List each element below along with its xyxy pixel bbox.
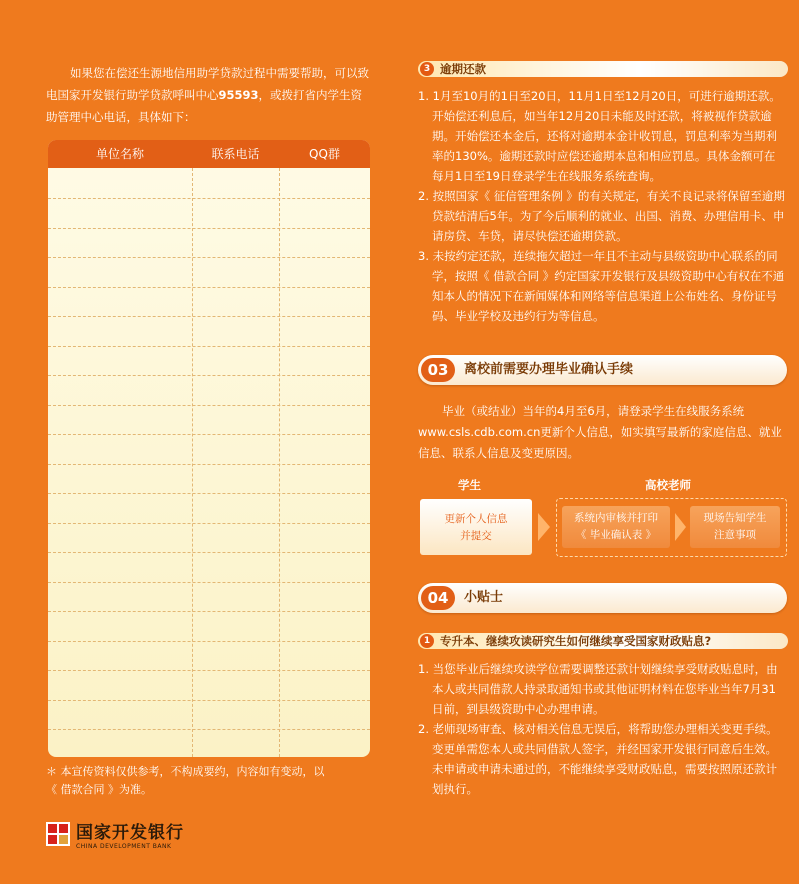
- section-03-bar: [418, 355, 787, 385]
- table-row-divider: [48, 611, 370, 612]
- step3-line2: 注意事项: [714, 529, 756, 541]
- table-row-divider: [48, 552, 370, 553]
- section-04-title: 小贴士: [464, 590, 504, 605]
- flow-student-label: 学生: [458, 478, 481, 492]
- overdue-list: [418, 86, 786, 326]
- overdue-subheading: [418, 61, 788, 77]
- table-row-divider: [48, 405, 370, 406]
- disclaimer-note: [46, 763, 370, 799]
- table-row-divider: [48, 375, 370, 376]
- overdue-item-3: 3. 未按约定还款，连续拖欠超过一年且不主动与县级资助中心联系的同学，按照《 借款合同 》约定国家开发银行及县级资助中心有权在不通知本人的情况下在新闻媒体和网络等信息渠道上公布姓名、身份证号码、毕业学校及违约行为等信息。: [418, 249, 785, 323]
- overdue-item-1: 1. 1月至10月的1日至20日，11月1日至12月20日，可进行逾期还款。开始偿还利息后，如当年12月20日未能及时还款，将被视作贷款逾期。开始偿还本金后，还将对逾期本金计收罚息，罚息利率为当期利率的130%。逾期还款时应偿还逾期本息和相应罚息。具体金额可在每月1日至19日登录学生在线服务系统查询。: [418, 89, 781, 183]
- section-03-badge: 03: [421, 358, 455, 382]
- header-phone: 联系电话: [211, 147, 260, 161]
- section-04-bar: [418, 583, 787, 613]
- step2-line1: 系统内审核并打印: [574, 512, 658, 524]
- section-04-badge: 04: [421, 586, 455, 610]
- table-row-divider: [48, 700, 370, 701]
- table-row-divider: [48, 434, 370, 435]
- flow-step-update-info: [420, 499, 532, 555]
- tip-title: 专升本、继续攻读研究生如何继续享受国家财政贴息?: [440, 634, 712, 648]
- tip-list: [418, 659, 786, 799]
- table-row-divider: [48, 316, 370, 317]
- table-row-divider: [48, 493, 370, 494]
- header-qq-group: QQ群: [309, 147, 340, 161]
- cdb-logo-icon: [46, 822, 70, 846]
- table-row-divider: [48, 729, 370, 730]
- table-row-divider: [48, 582, 370, 583]
- table-row-divider: [48, 464, 370, 465]
- step3-line1: 现场告知学生: [703, 512, 767, 524]
- table-header-row: [48, 140, 370, 168]
- overdue-title: 逾期还款: [440, 62, 486, 76]
- table-row-divider: [48, 346, 370, 347]
- overdue-number-badge: 3: [420, 62, 434, 76]
- flow-arrow-icon: [675, 513, 686, 541]
- flow-teacher-label: 高校老师: [645, 478, 691, 492]
- note-line-1: ＊ 本宣传资料仅供参考，不构成要约，内容如有变动，以: [46, 765, 325, 778]
- step1-line2: 并提交: [460, 530, 492, 542]
- table-row-divider: [48, 228, 370, 229]
- hotline-number: 95593: [218, 88, 259, 102]
- flow-step-notify-student: [690, 506, 780, 548]
- flow-arrow-icon: [538, 513, 550, 541]
- graduation-paragraph: 毕业（或结业）当年的4月至6月，请登录学生在线服务系统www.csls.cdb.com.cn更新个人信息，如实填写最新的家庭信息、就业信息、联系人信息及变更原因。: [418, 404, 782, 460]
- tip-number-badge: 1: [420, 634, 434, 648]
- contact-table: [48, 140, 370, 757]
- header-unit-name: 单位名称: [95, 147, 144, 161]
- overdue-item-2: 2. 按照国家《 征信管理条例 》的有关规定，有关不良记录将保留至逾期贷款结清后5年。为了今后顺利的就业、出国、消费、办理信用卡、申请房贷、车贷，请尽快偿还逾期贷款。: [418, 189, 785, 243]
- intro-paragraph: [46, 62, 370, 128]
- logo-name-en: CHINA DEVELOPMENT BANK: [76, 843, 172, 850]
- table-row-divider: [48, 257, 370, 258]
- note-line-2: 《 借款合同 》为准。: [46, 783, 152, 796]
- flow-step-review-print: [562, 506, 670, 548]
- table-row-divider: [48, 670, 370, 671]
- tip-subheading: [418, 633, 788, 649]
- intro-text-after: ，或拨打省内学生资助管理中心电话，具体如下：: [46, 88, 363, 124]
- bank-logo: [46, 818, 184, 850]
- table-row-divider: [48, 198, 370, 199]
- step1-line1: 更新个人信息: [444, 513, 508, 525]
- section-03-title: 离校前需要办理毕业确认手续: [464, 362, 634, 377]
- intro-text-before: 如果您在偿还生源地信用助学贷款过程中需要帮助，可以致电国家开发银行助学贷款呼叫中心: [46, 66, 369, 102]
- table-row-divider: [48, 287, 370, 288]
- tip-item-1: 1. 当您毕业后继续攻读学位需要调整还款计划继续享受财政贴息时，由本人或共同借款人持录取通知书或其他证明材料在您毕业当年7月31日前，到县级资助中心办理申请。: [418, 662, 778, 716]
- tip-item-2: 2. 老师现场审查、核对相关信息无误后，将帮助您办理相关变更手续。变更单需您本人或共同借款人签字，并经国家开发银行同意后生效。未申请或申请未通过的，不能继续享受财政贴息，需要按照原还款计划执行。: [418, 722, 778, 796]
- logo-name-cn: 国家开发银行: [76, 823, 184, 843]
- table-row-divider: [48, 523, 370, 524]
- step2-line2: 《 毕业确认表 》: [575, 529, 657, 541]
- table-row-divider: [48, 641, 370, 642]
